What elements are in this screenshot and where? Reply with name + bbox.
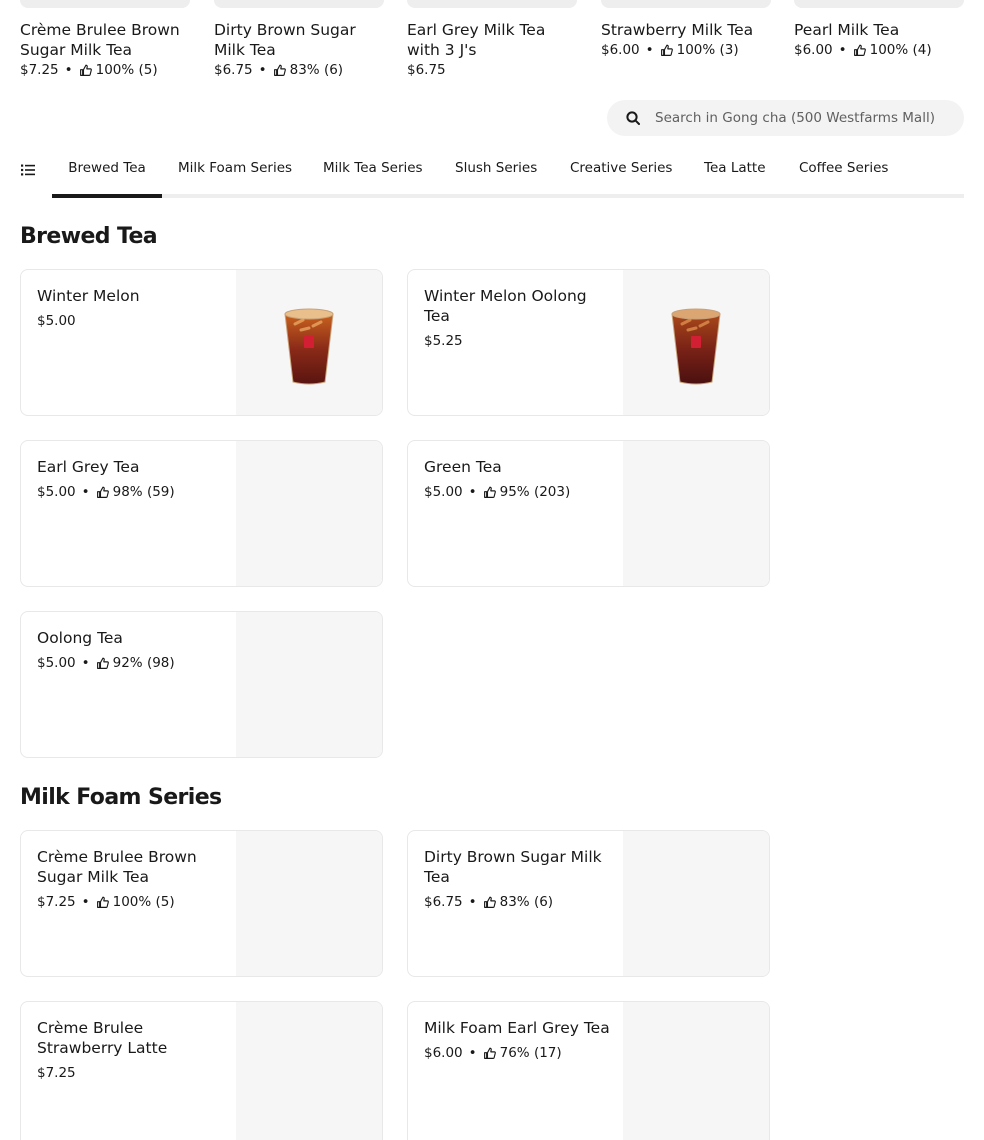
featured-item-name[interactable]: Earl Grey Milk Tea with 3 J's: [407, 21, 546, 59]
menu-item-meta: $5.00 • 92% (98): [37, 655, 175, 671]
thumbs-up-icon: [483, 896, 496, 909]
featured-item-price: $6.75: [407, 62, 446, 78]
section-title-brewed-tea: Brewed Tea: [20, 224, 158, 249]
featured-item-rating-count: (3): [719, 42, 739, 58]
menu-item-card[interactable]: [407, 440, 770, 587]
featured-item-image[interactable]: [407, 0, 577, 8]
iced-tea-cup-icon: [279, 302, 339, 386]
category-tabs: [20, 148, 964, 198]
menu-item-price: $7.25: [37, 894, 76, 910]
menu-item-price: $5.25: [424, 333, 463, 349]
menu-item-card[interactable]: [20, 440, 383, 587]
menu-item-image[interactable]: [623, 441, 769, 587]
menu-item-meta: $5.00 • 98% (59): [37, 484, 175, 500]
featured-item-image[interactable]: [20, 0, 190, 8]
menu-item-meta: [424, 331, 614, 351]
menu-item-name: Winter Melon: [37, 287, 140, 305]
store-search-bar[interactable]: [607, 100, 964, 136]
featured-items-strip: [20, 0, 964, 80]
menu-item-rating: 98%: [112, 484, 143, 500]
tab-slush-series[interactable]: Slush Series: [455, 160, 538, 176]
menu-item-name: Earl Grey Tea: [37, 458, 140, 476]
menu-item-rating-count: (59): [146, 484, 175, 500]
featured-item-name[interactable]: Dirty Brown Sugar Milk Tea: [214, 21, 356, 59]
featured-item-image[interactable]: [214, 0, 384, 8]
menu-item-meta: $6.75 • 83% (6): [424, 894, 554, 910]
menu-item-rating: 92%: [112, 655, 143, 671]
menu-item-card[interactable]: [407, 269, 770, 416]
menu-item-name: Winter Melon Oolong Tea: [424, 287, 587, 325]
menu-item-rating-count: (98): [146, 655, 175, 671]
menu-item-card[interactable]: [407, 830, 770, 977]
featured-item-meta: [407, 60, 577, 80]
thumbs-up-icon: [483, 486, 496, 499]
menu-item-card[interactable]: [20, 830, 383, 977]
thumbs-up-icon: [96, 657, 109, 670]
thumbs-up-icon: [660, 44, 673, 57]
menu-item-rating: 95%: [499, 484, 530, 500]
menu-item-meta: [37, 311, 227, 331]
featured-item-rating-count: (5): [138, 62, 158, 78]
featured-item-rating-count: (6): [323, 62, 344, 78]
featured-item-image[interactable]: [601, 0, 771, 8]
featured-item-rating: 100%: [676, 42, 716, 58]
menu-item-card[interactable]: [20, 1001, 383, 1140]
menu-item-rating: 100%: [112, 894, 152, 910]
menu-item-rating-count: (5): [155, 894, 175, 910]
menu-item-meta: $5.00 • 95% (203): [424, 484, 571, 500]
menu-item-image[interactable]: [623, 1002, 769, 1140]
featured-item-meta: $7.25 • 100% (5): [20, 62, 158, 78]
featured-item[interactable]: [794, 0, 964, 60]
search-icon[interactable]: [625, 110, 641, 126]
featured-item[interactable]: [214, 0, 384, 80]
featured-item-meta: $6.75 • 83% (6): [214, 62, 344, 78]
menu-item-image[interactable]: [236, 270, 382, 416]
menu-item-rating: 76%: [499, 1045, 530, 1061]
featured-item[interactable]: [407, 0, 577, 80]
thumbs-up-icon: [96, 896, 109, 909]
featured-item-rating: 83%: [289, 62, 320, 78]
menu-item-rating-count: (6): [533, 894, 554, 910]
menu-item-rating-count: (203): [533, 484, 571, 500]
tab-brewed-tea[interactable]: Brewed Tea: [52, 148, 162, 198]
menu-item-image[interactable]: [623, 831, 769, 977]
menu-item-image[interactable]: [236, 441, 382, 587]
section-title-milk-foam-series: Milk Foam Series: [20, 785, 222, 810]
featured-item-name[interactable]: Pearl Milk Tea: [794, 21, 900, 39]
featured-item-price: $6.75: [214, 62, 253, 78]
featured-item[interactable]: [601, 0, 771, 60]
menu-item-meta: $6.00 • 76% (17): [424, 1045, 562, 1061]
menu-item-name: Milk Foam Earl Grey Tea: [424, 1019, 610, 1037]
thumbs-up-icon: [853, 44, 866, 57]
menu-item-meta: [37, 1063, 227, 1083]
tab-milk-tea-series[interactable]: Milk Tea Series: [323, 160, 423, 176]
featured-item-price: $7.25: [20, 62, 59, 78]
menu-item-rating-count: (17): [533, 1045, 562, 1061]
thumbs-up-icon: [273, 64, 286, 77]
menu-item-image[interactable]: [236, 612, 382, 758]
menu-item-name: Crème Brulee Brown Sugar Milk Tea: [37, 848, 197, 886]
menu-item-price: $5.00: [37, 313, 76, 329]
tab-coffee-series[interactable]: Coffee Series: [799, 160, 889, 176]
menu-item-price: $5.00: [424, 484, 463, 500]
menu-item-image[interactable]: [236, 831, 382, 977]
menu-item-name: Crème Brulee Strawberry Latte: [37, 1019, 168, 1057]
featured-item-rating: 100%: [95, 62, 135, 78]
menu-item-name: Oolong Tea: [37, 629, 123, 647]
featured-item-name[interactable]: Crème Brulee Brown Sugar Milk Tea: [20, 21, 180, 59]
tab-milk-foam-series[interactable]: Milk Foam Series: [178, 160, 293, 176]
featured-item-rating: 100%: [869, 42, 909, 58]
menu-item-image[interactable]: [623, 270, 769, 416]
search-input[interactable]: [655, 110, 955, 126]
menu-item-name: Green Tea: [424, 458, 502, 476]
menu-item-name: Dirty Brown Sugar Milk Tea: [424, 848, 602, 886]
featured-item-price: $6.00: [794, 42, 833, 58]
menu-item-price: $5.00: [37, 484, 76, 500]
featured-item-meta: $6.00 • 100% (4): [794, 42, 932, 58]
menu-item-card[interactable]: [20, 269, 383, 416]
thumbs-up-icon: [483, 1047, 496, 1060]
menu-item-card[interactable]: [407, 1001, 770, 1140]
menu-item-meta: $7.25 • 100% (5): [37, 894, 175, 910]
menu-item-card[interactable]: [20, 611, 383, 758]
menu-item-price: $7.25: [37, 1065, 76, 1081]
menu-item-price: $6.00: [424, 1045, 463, 1061]
featured-item-rating-count: (4): [912, 42, 932, 58]
featured-item[interactable]: [20, 0, 190, 80]
featured-item-name[interactable]: Strawberry Milk Tea: [601, 21, 754, 39]
menu-item-price: $5.00: [37, 655, 76, 671]
menu-item-image[interactable]: [236, 1002, 382, 1140]
iced-tea-cup-icon: [666, 302, 726, 386]
thumbs-up-icon: [79, 64, 92, 77]
featured-item-image[interactable]: [794, 0, 964, 8]
menu-item-price: $6.75: [424, 894, 463, 910]
featured-item-price: $6.00: [601, 42, 640, 58]
tab-tea-latte[interactable]: Tea Latte: [704, 160, 766, 176]
list-icon[interactable]: [20, 162, 36, 178]
thumbs-up-icon: [96, 486, 109, 499]
featured-item-meta: $6.00 • 100% (3): [601, 42, 739, 58]
tab-creative-series[interactable]: Creative Series: [570, 160, 673, 176]
menu-item-rating: 83%: [499, 894, 530, 910]
